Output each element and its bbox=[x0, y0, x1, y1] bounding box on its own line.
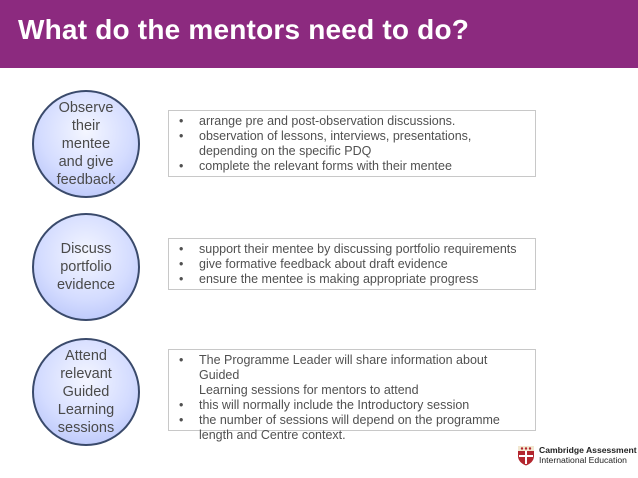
bullet-item: • ensure the mentee is making appropriate progress bbox=[179, 272, 529, 287]
logo-line-1: Cambridge Assessment bbox=[539, 445, 637, 455]
bullet-list bbox=[179, 114, 529, 174]
bullet-item: • give formative feedback about draft evidence bbox=[179, 257, 529, 272]
bullet-box-attend bbox=[168, 349, 536, 442]
bullet-list bbox=[179, 353, 529, 443]
bullet-item: • observation of lessons, interviews, presentations, depending on the specific PDQ bbox=[179, 129, 529, 159]
logo-line-2: International Education bbox=[539, 455, 627, 465]
bullet-item: • the number of sessions will depend on the programme length and Centre context. bbox=[179, 413, 529, 443]
logo-text bbox=[539, 445, 637, 465]
circle-attend bbox=[32, 338, 140, 446]
circle-observe bbox=[32, 90, 140, 198]
bullet-list bbox=[179, 242, 529, 287]
bullet-item: • this will normally include the Introductory session bbox=[179, 398, 529, 413]
circle-label: Discuss portfolio evidence bbox=[56, 241, 116, 293]
circle-label: Attend relevant Guided Learning sessions bbox=[57, 348, 115, 436]
slide-title: What do the mentors need to do? bbox=[18, 14, 470, 45]
bullet-item: • complete the relevant forms with their mentee bbox=[179, 159, 529, 174]
bullet-box-observe bbox=[168, 110, 536, 177]
bullet-item: • support their mentee by discussing portfolio requirements bbox=[179, 242, 529, 257]
bullet-box-discuss bbox=[168, 238, 536, 290]
cambridge-shield-icon bbox=[517, 445, 535, 466]
bullet-item: • arrange pre and post-observation discussions. bbox=[179, 114, 529, 129]
title-bar bbox=[0, 0, 638, 68]
bullet-item: • The Programme Leader will share information about Guided Learning sessions for mentors to attend bbox=[179, 353, 529, 398]
cambridge-logo bbox=[517, 444, 637, 466]
circle-label: Observe their mentee and give feedback bbox=[56, 100, 116, 188]
circle-discuss bbox=[32, 213, 140, 321]
